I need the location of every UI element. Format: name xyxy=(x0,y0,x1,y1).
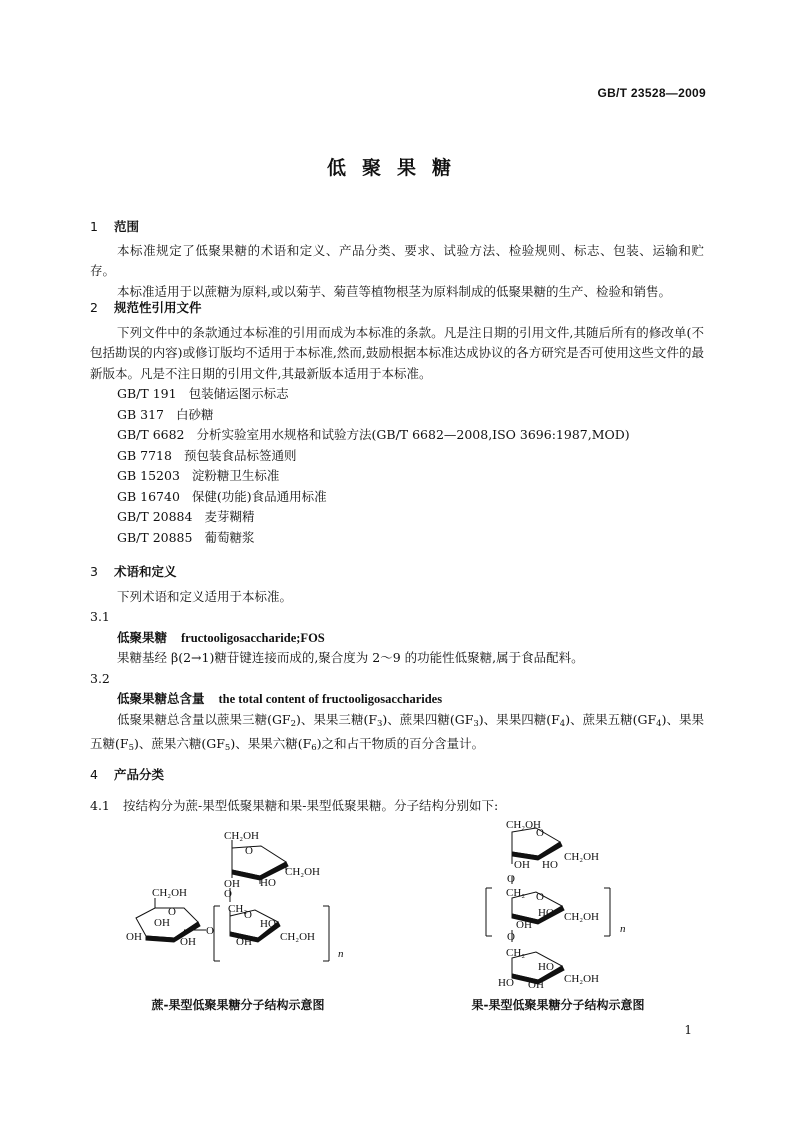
mol-label: O xyxy=(206,925,214,937)
section-heading: 2 规范性引用文件 xyxy=(90,300,202,315)
repeat-n: n xyxy=(338,948,344,960)
mol-label: CH₂ xyxy=(506,947,526,959)
section-heading: 4 产品分类 xyxy=(90,767,165,782)
term-title: 低聚果糖总含量 the total content of fructooligosaccharides xyxy=(117,691,443,706)
section-4 xyxy=(90,765,704,816)
mol-label: OH xyxy=(224,878,240,890)
term-definition: 低聚果糖总含量以蔗果三糖$(GF_2)$、果果三糖$(F_3)$、蔗果四糖$(GF_3)$、果果四糖$(F_4)$、蔗果五糖$(GF_4)$、果果五糖$(F_5)$、蔗果六糖$(GF_5)$、果果六糖$(F_6)$之和占干物质的百分含量计。 xyxy=(90,711,704,753)
section-3 xyxy=(90,562,704,759)
mol-label: O xyxy=(245,845,253,857)
mol-label: CH₂OH xyxy=(280,931,316,943)
paragraph: 下列文件中的条款通过本标准的引用而成为本标准的条款。凡是注日期的引用文件,其随后所有的修改单(不包括勘误的内容)或修订版均不适用于本标准,然而,鼓励根据本标准达成协议的各方研究是否可使用这些文件的最新版本。凡是不注日期的引用文件,其最新版本适用于本标准。 xyxy=(90,324,704,381)
mol-label: CH₂OH xyxy=(224,830,260,842)
left-figure-caption: 蔗-果型低聚果糖分子结构示意图 xyxy=(151,998,325,1012)
repeat-n: n xyxy=(620,923,626,935)
mol-label: OH xyxy=(514,859,530,871)
mol-label: HO xyxy=(538,907,554,919)
mol-label: O xyxy=(224,888,232,900)
section-heading: 1 范围 xyxy=(90,219,140,234)
standard-number: GB/T 23528—2009 xyxy=(597,86,706,100)
reference-item: GB/T 191 包装储运图示标志 xyxy=(117,386,289,401)
reference-item: GB/T 20885 葡萄糖浆 xyxy=(117,529,255,545)
term-definition: 果糖基经 β(2→1)糖苷键连接而成的,聚合度为 2～9 的功能性低聚糖,属于食品配料。 xyxy=(117,650,584,665)
mol-label: CH₂OH xyxy=(564,851,600,863)
mol-label: OH xyxy=(126,931,142,943)
clause-number: 3.1 xyxy=(90,609,110,624)
paragraph: 下列术语和定义适用于本标准。 xyxy=(117,588,293,604)
reference-item: GB 16740 保健(功能)食品通用标准 xyxy=(117,488,327,504)
section-1 xyxy=(90,217,704,302)
mol-label: O xyxy=(507,931,515,943)
section-2 xyxy=(90,298,704,548)
reference-item: GB 317 白砂糖 xyxy=(117,406,214,422)
mol-label: HO xyxy=(260,877,276,889)
mol-label: CH₂OH xyxy=(152,887,188,899)
mol-label: CH₂ xyxy=(228,903,248,915)
mol-label: CH₂OH xyxy=(285,866,321,878)
mol-label: HO xyxy=(498,977,514,989)
mol-label: OH xyxy=(154,917,170,929)
page-number: 1 xyxy=(684,1023,692,1037)
mol-label: HO xyxy=(542,859,558,871)
mol-label: OH xyxy=(528,979,544,990)
mol-label: O xyxy=(536,827,544,839)
mol-label: CH₂OH xyxy=(564,911,600,923)
reference-item: GB 15203 淀粉糖卫生标准 xyxy=(117,468,280,483)
mol-label: O xyxy=(244,909,252,921)
page-title: 低聚果糖 xyxy=(326,157,467,179)
mol-label: O xyxy=(507,873,515,885)
mol-label: CH₂OH xyxy=(506,819,542,831)
mol-label: O xyxy=(536,891,544,903)
paragraph: 本标准规定了低聚果糖的术语和定义、产品分类、要求、试验方法、检验规则、标志、包装、运输和贮存。 xyxy=(90,242,704,278)
mol-label: OH xyxy=(516,919,532,931)
mol-label: CH₂OH xyxy=(564,973,600,985)
mol-label: HO xyxy=(538,961,554,973)
right-figure-caption: 果-果型低聚果糖分子结构示意图 xyxy=(471,998,645,1012)
paragraph: 本标准适用于以蔗糖为原料,或以菊芋、菊苣等植物根茎为原料制成的低聚果糖的生产、检验和销售。 xyxy=(117,283,671,299)
clause-number: 3.2 xyxy=(90,670,110,686)
mol-label: CH₂ xyxy=(506,887,526,899)
mol-label: OH xyxy=(236,936,252,948)
reference-item: GB/T 20884 麦芽糊精 xyxy=(117,509,255,524)
sucrose-fructose-structure-diagram xyxy=(120,826,360,966)
mol-label: HO xyxy=(260,918,276,930)
fructose-fructose-structure-diagram xyxy=(478,818,638,990)
term-title: 低聚果糖 fructooligosaccharide;FOS xyxy=(117,629,325,645)
reference-item: GB 7718 预包装食品标签通则 xyxy=(117,447,297,463)
mol-label: OH xyxy=(180,936,196,948)
reference-item: GB/T 6682 分析实验室用水规格和试验方法(GB/T 6682—2008,ISO 3696:1987,MOD) xyxy=(117,427,630,442)
mol-label: O xyxy=(168,906,176,918)
clause-4-1: 4.1 按结构分为蔗-果型低聚果糖和果-果型低聚果糖。分子结构分别如下: xyxy=(90,797,499,813)
section-heading: 3 术语和定义 xyxy=(90,564,177,579)
